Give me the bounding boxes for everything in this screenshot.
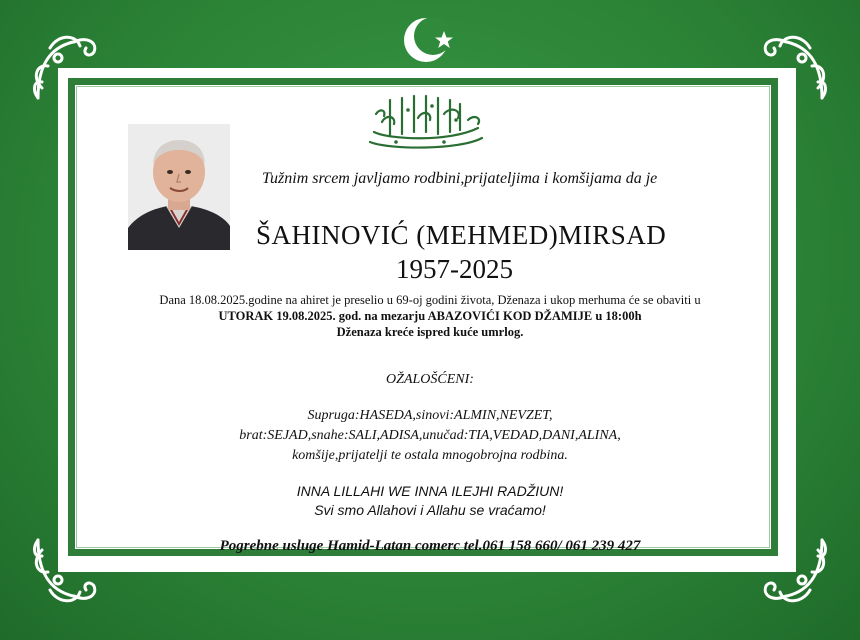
funeral-place: ABAZOVIĆI KOD DŽAMIJE u 18:00h	[427, 309, 642, 323]
family-line-2: brat:SEJAD,snahe:SALI,ADISA,unučad:TIA,VEDAD,DANI,ALINA,	[239, 428, 621, 443]
deceased-name: ŠAHINOVIĆ (MEHMED)MIRSAD	[256, 220, 667, 250]
prayer-translation: Svi smo Allahovi i Allahu se vraćamo!	[314, 502, 546, 518]
life-years: 1957-2025	[396, 254, 513, 284]
family-line-1: Supruga:HASEDA,sinovi:ALMIN,NEVZET,	[307, 408, 553, 423]
funeral-services-contact: Pogrebne usluge Hamid-Latan comerc tel.061 158 660/ 061 239 427	[219, 538, 641, 554]
mourners-title: OŽALOŠĆENI:	[386, 372, 474, 387]
arabic-calligraphy-icon	[360, 92, 490, 152]
funeral-date: UTORAK 19.08.2025.	[218, 309, 336, 323]
portrait-photo	[128, 124, 230, 250]
intro-text: Tužnim srcem javljamo rodbini,prijateljima i komšijama da je	[262, 170, 658, 187]
funeral-date-mid: god. na mezarju	[335, 309, 428, 323]
death-announcement-line: Dana 18.08.2025.godine na ahiret je preselio u 69-oj godini života, Dženaza i ukop merhuma će se obaviti u	[159, 293, 701, 307]
crescent-star-icon	[398, 6, 462, 70]
prayer-arabic: INNA LILLAHI WE INNA ILEJHI RADŽIUN!	[296, 483, 564, 499]
funeral-date-line	[0, 309, 860, 324]
procession-line: Dženaza kreće ispred kuće umrlog.	[336, 325, 524, 339]
family-line-3: komšije,prijatelji te ostala mnogobrojna rodbina.	[292, 448, 568, 463]
